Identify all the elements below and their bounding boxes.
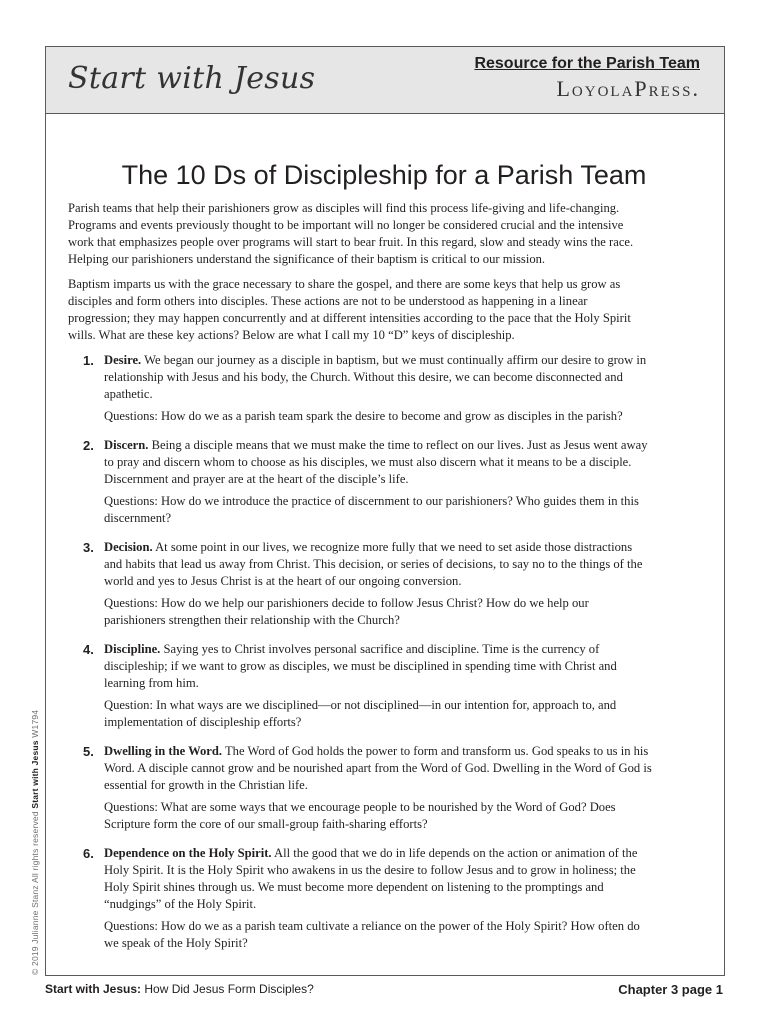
item-number: 2. — [83, 438, 94, 453]
item-description — [104, 539, 652, 590]
item-number: 4. — [83, 642, 94, 657]
list-item — [68, 845, 652, 952]
intro-paragraph: Parish teams that help their parishioners grow as disciples will find this process life-giving and life-changing. Programs and events previously thought to be important will no longer be considered crucial and the intensive work that emphasizes people over programs will start to bear fruit. In this regard, slow and steady wins the race. Helping our parishioners understand the significance of their baptism is critical to our mission. — [68, 201, 634, 266]
item-text: At some point in our lives, we recognize more fully that we need to set aside those distractions and habits that lead us away from Christ. This decision, or series of decisions, to say no to the things of the world and yes to Jesus Christ is at the heart of our ongoing conversion. — [104, 540, 643, 588]
list-item — [68, 539, 652, 629]
list-item — [68, 641, 652, 731]
item-question: Questions: How do we as a parish team spark the desire to become and grow as disciples in the parish? — [104, 409, 623, 423]
intro-paragraph: Baptism imparts us with the grace necessary to share the gospel, and there are some keys that help us grow as disciples and form others into disciples. These actions are not to be understood as happening in a linear progression; they may happen concurrently and at different intensities according to the pace that the Holy Spirit wills. What are these key actions? Below are what I call my 10 “D” keys of discipleship. — [68, 277, 631, 342]
item-question: Questions: What are some ways that we encourage people to be nourished by the Word of God? Does Scripture form the core of our small-group faith-sharing efforts? — [104, 800, 616, 831]
item-text: Being a disciple means that we must make the time to reflect on our lives. Just as Jesus went away to pray and discern whom to choose as his disciples, we must also discern what it means to be a disciple. Discernment and prayer are at the heart of the disciple’s life. — [104, 438, 648, 486]
item-text: We began our journey as a disciple in baptism, but we must continually affirm our desire to grow in relationship with Jesus and his body, the Church. Without this desire, we can become disconnected and apathetic. — [104, 353, 647, 401]
document-body — [68, 200, 652, 964]
copyright-text: © 2019 Julianne Stanz All rights reserved — [30, 808, 40, 975]
side-brand: Start with Jesus — [30, 740, 40, 809]
item-description — [104, 743, 652, 794]
item-text: The Word of God holds the power to form and transform us. God speaks to us in his Word. A disciple cannot grow and be nourished apart from the Word of God. Dwelling in the Word of God is essential for growth in the Christian life. — [104, 744, 652, 792]
page-number: Chapter 3 page 1 — [618, 982, 723, 997]
footer-series: Start with Jesus: — [45, 982, 142, 996]
page-title: The 10 Ds of Discipleship for a Parish Team — [121, 160, 647, 190]
item-description — [104, 352, 652, 403]
item-term: Desire. — [104, 353, 142, 367]
item-term: Dependence on the Holy Spirit. — [104, 846, 272, 860]
discipleship-list — [68, 352, 652, 952]
publisher-logo: LoyolaPress. — [556, 76, 700, 101]
brand-title: Start with Jesus — [68, 61, 316, 96]
copyright-side-note — [30, 710, 40, 975]
item-text: Saying yes to Christ involves personal sacrifice and discipline. Time is the currency of discipleship; if we want to grow as disciples, we must be disciplined in spending time with Christ and learning from him. — [104, 642, 617, 690]
item-text: All the good that we do in life depends on the action or animation of the Holy Spirit. It is the Holy Spirit who awakens in us the desire to follow Jesus and to grow in holiness; the Holy Spirit shines through us. We must become more dependent on listening to the promptings and “nudgings” of the Holy Spirit. — [104, 846, 638, 911]
resource-label: Resource for the Parish Team — [474, 55, 700, 72]
item-term: Dwelling in the Word. — [104, 744, 223, 758]
item-code: W1794 — [30, 709, 40, 741]
resource-block — [474, 55, 700, 102]
list-item — [68, 437, 652, 527]
footer-source — [45, 982, 314, 996]
item-question: Questions: How do we introduce the practice of discernment to our parishioners? Who guides them in this discernment? — [104, 494, 639, 525]
item-term: Decision. — [104, 540, 153, 554]
item-term: Discern. — [104, 438, 149, 452]
item-description — [104, 437, 652, 488]
item-question: Questions: How do we help our parishioners decide to follow Jesus Christ? How do we help our parishioners strengthen their relationship with the Church? — [104, 596, 589, 627]
item-number: 6. — [83, 846, 94, 861]
item-term: Discipline. — [104, 642, 161, 656]
item-number: 1. — [83, 353, 94, 368]
list-item — [68, 352, 652, 425]
item-number: 3. — [83, 540, 94, 555]
item-description — [104, 845, 652, 913]
footer-subtitle: How Did Jesus Form Disciples? — [141, 982, 314, 996]
item-question: Question: In what ways are we disciplined—or not disciplined—in our intention for, approach to, and implementation of discipleship efforts? — [104, 698, 617, 729]
list-item — [68, 743, 652, 833]
header-banner — [46, 47, 724, 114]
item-number: 5. — [83, 744, 94, 759]
item-description — [104, 641, 652, 692]
item-question: Questions: How do we as a parish team cultivate a reliance on the power of the Holy Spirit? How often do we speak of the Holy Spirit? — [104, 919, 640, 950]
